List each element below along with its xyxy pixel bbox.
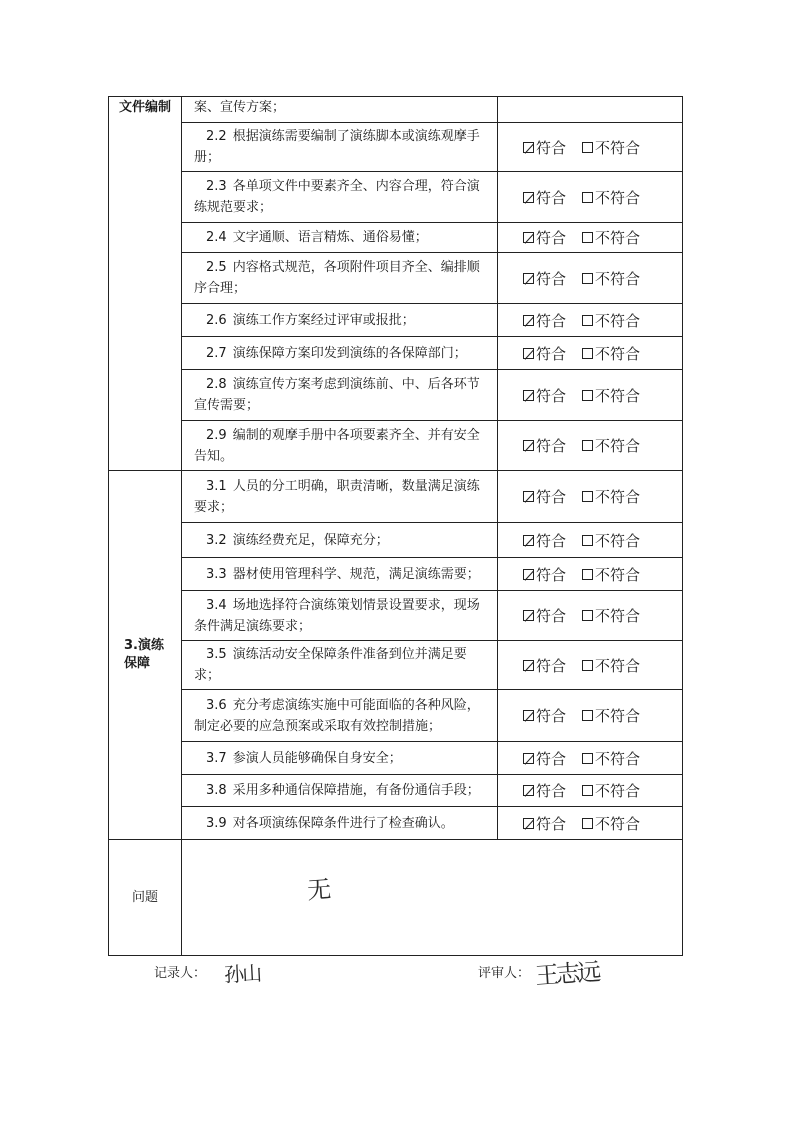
item-row: 3.7 参演人员能够确保自身安全； [182, 742, 498, 775]
checkbox-icon[interactable] [582, 535, 593, 546]
category-document-prep: 文件编制 [109, 97, 182, 471]
checkbox-icon[interactable] [582, 142, 593, 153]
not-conform-option[interactable]: 不符合 [582, 780, 640, 801]
problem-label: 问题 [109, 840, 182, 956]
checkbox-icon[interactable] [582, 785, 593, 796]
checked-box-icon[interactable] [523, 491, 534, 502]
status-cell [498, 304, 683, 337]
status-cell [498, 123, 683, 172]
checkbox-icon[interactable] [582, 710, 593, 721]
conform-option[interactable]: 符合 [523, 705, 566, 726]
checked-box-icon[interactable] [523, 192, 534, 203]
recorder-signature: 孙山 [223, 961, 261, 987]
status-cell [498, 591, 683, 641]
conform-option[interactable]: 符合 [523, 187, 566, 208]
not-conform-option[interactable]: 不符合 [582, 268, 640, 289]
checked-box-icon[interactable] [523, 348, 534, 359]
item-row: 3.3 器材使用管理科学、规范，满足演练需要； [182, 558, 498, 591]
item-row: 3.4 场地选择符合演练策划情景设置要求，现场条件满足演练要求； [182, 591, 498, 641]
checked-box-icon[interactable] [523, 785, 534, 796]
conform-option[interactable]: 符合 [523, 780, 566, 801]
status-cell [498, 471, 683, 523]
status-cell [498, 690, 683, 742]
checked-box-icon[interactable] [523, 818, 534, 829]
checked-box-icon[interactable] [523, 710, 534, 721]
not-conform-option[interactable]: 不符合 [582, 605, 640, 626]
evaluation-table [108, 96, 683, 956]
not-conform-option[interactable]: 不符合 [582, 310, 640, 331]
not-conform-option[interactable]: 不符合 [582, 748, 640, 769]
checkbox-icon[interactable] [582, 390, 593, 401]
checkbox-icon[interactable] [582, 753, 593, 764]
status-cell-empty [498, 97, 683, 123]
item-row: 2.2 根据演练需要编制了演练脚本或演练观摩手册； [182, 123, 498, 172]
item-row: 2.8 演练宣传方案考虑到演练前、中、后各环节宣传需要； [182, 370, 498, 421]
conform-option[interactable]: 符合 [523, 385, 566, 406]
checkbox-icon[interactable] [582, 818, 593, 829]
not-conform-option[interactable]: 不符合 [582, 137, 640, 158]
conform-option[interactable]: 符合 [523, 813, 566, 834]
checkbox-icon[interactable] [582, 273, 593, 284]
item-row: 3.6 充分考虑演练实施中可能面临的各种风险，制定必要的应急预案或采取有效控制措施； [182, 690, 498, 742]
item-row: 2.7 演练保障方案印发到演练的各保障部门； [182, 337, 498, 370]
not-conform-option[interactable]: 不符合 [582, 530, 640, 551]
problem-answer-handwriting: 无 [306, 875, 333, 905]
status-cell [498, 742, 683, 775]
conform-option[interactable]: 符合 [523, 530, 566, 551]
status-cell [498, 253, 683, 304]
conform-option[interactable]: 符合 [523, 435, 566, 456]
item-row: 2.3 各单项文件中要素齐全、内容合理，符合演练规范要求； [182, 172, 498, 223]
not-conform-option[interactable]: 不符合 [582, 385, 640, 406]
not-conform-option[interactable]: 不符合 [582, 564, 640, 585]
checked-box-icon[interactable] [523, 660, 534, 671]
item-row: 3.8 采用多种通信保障措施，有备份通信手段； [182, 775, 498, 807]
item-row: 3.5 演练活动安全保障条件准备到位并满足要求； [182, 641, 498, 690]
conform-option[interactable]: 符合 [523, 605, 566, 626]
checkbox-icon[interactable] [582, 660, 593, 671]
checked-box-icon[interactable] [523, 535, 534, 546]
checkbox-icon[interactable] [582, 610, 593, 621]
reviewer-signature: 王志远 [534, 957, 600, 991]
checkbox-icon[interactable] [582, 315, 593, 326]
not-conform-option[interactable]: 不符合 [582, 655, 640, 676]
checked-box-icon[interactable] [523, 440, 534, 451]
conform-option[interactable]: 符合 [523, 268, 566, 289]
conform-option[interactable]: 符合 [523, 564, 566, 585]
not-conform-option[interactable]: 不符合 [582, 227, 640, 248]
item-row: 2.5 内容格式规范，各项附件项目齐全、编排顺序合理； [182, 253, 498, 304]
checked-box-icon[interactable] [523, 390, 534, 401]
checked-box-icon[interactable] [523, 569, 534, 580]
checked-box-icon[interactable] [523, 273, 534, 284]
status-cell [498, 775, 683, 807]
checkbox-icon[interactable] [582, 491, 593, 502]
not-conform-option[interactable]: 不符合 [582, 813, 640, 834]
status-cell [498, 523, 683, 558]
status-cell [498, 421, 683, 471]
conform-option[interactable]: 符合 [523, 137, 566, 158]
not-conform-option[interactable]: 不符合 [582, 343, 640, 364]
conform-option[interactable]: 符合 [523, 486, 566, 507]
status-cell [498, 172, 683, 223]
checkbox-icon[interactable] [582, 192, 593, 203]
checked-box-icon[interactable] [523, 753, 534, 764]
conform-option[interactable]: 符合 [523, 655, 566, 676]
checkbox-icon[interactable] [582, 440, 593, 451]
item-row: 2.6 演练工作方案经过评审或报批； [182, 304, 498, 337]
recorder-label: 记录人： [154, 966, 207, 981]
item-row: 3.9 对各项演练保障条件进行了检查确认。 [182, 807, 498, 840]
not-conform-option[interactable]: 不符合 [582, 486, 640, 507]
status-cell [498, 641, 683, 690]
status-cell [498, 337, 683, 370]
checkbox-icon[interactable] [582, 569, 593, 580]
status-cell [498, 223, 683, 253]
conform-option[interactable]: 符合 [523, 343, 566, 364]
not-conform-option[interactable]: 不符合 [582, 705, 640, 726]
item-row: 3.1 人员的分工明确，职责清晰，数量满足演练要求； [182, 471, 498, 523]
checked-box-icon[interactable] [523, 610, 534, 621]
not-conform-option[interactable]: 不符合 [582, 187, 640, 208]
status-cell [498, 370, 683, 421]
checked-box-icon[interactable] [523, 315, 534, 326]
checked-box-icon[interactable] [523, 142, 534, 153]
item-row: 2.4 文字通顺、语言精炼、通俗易懂； [182, 223, 498, 253]
not-conform-option[interactable]: 不符合 [582, 435, 640, 456]
conform-option[interactable]: 符合 [523, 310, 566, 331]
item-row: 3.2 演练经费充足，保障充分； [182, 523, 498, 558]
problem-field[interactable] [182, 840, 683, 956]
checkbox-icon[interactable] [582, 232, 593, 243]
checkbox-icon[interactable] [582, 348, 593, 359]
status-cell [498, 558, 683, 591]
reviewer-label: 评审人： [478, 966, 531, 981]
checked-box-icon[interactable] [523, 232, 534, 243]
item-row: 2.9 编制的观摩手册中各项要素齐全、并有安全告知。 [182, 421, 498, 471]
category-drill-support: 3.演练保障 [109, 471, 182, 840]
item-2-1-continuation: 案、宣传方案； [182, 97, 498, 123]
conform-option[interactable]: 符合 [523, 748, 566, 769]
conform-option[interactable]: 符合 [523, 227, 566, 248]
status-cell [498, 807, 683, 840]
